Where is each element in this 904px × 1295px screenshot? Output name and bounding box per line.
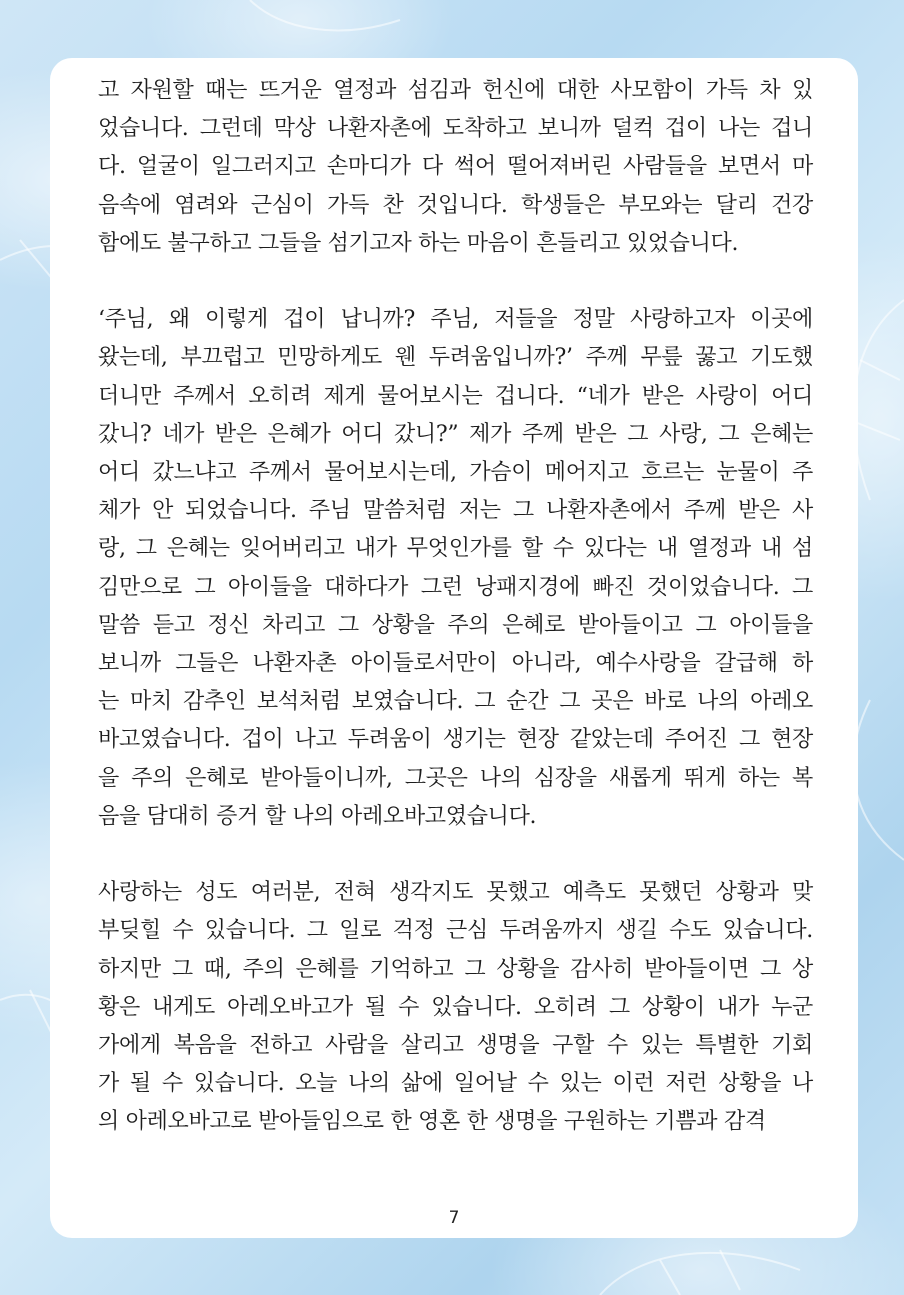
- text-line: 는 마치 감추인 보석처럼 보였습니다. 그 순간 그 곳은 바로 나의 아레오: [98, 689, 813, 715]
- text-line: 김만으로 그 아이들을 대하다가 그런 낭패지경에 빠진 것이었습니다. 그: [98, 574, 813, 600]
- text-line: 었습니다. 그런데 막상 나환자촌에 도착하고 보니까 덜컥 겁이 나는 겁니: [98, 116, 813, 142]
- text-line: 부딪힐 수 있습니다. 그 일로 걱정 근심 두려움까지 생길 수도 있습니다.: [98, 918, 813, 944]
- text-line: 함에도 불구하고 그들을 섬기고자 하는 마음이 흔들리고 있었습니다.: [98, 230, 739, 256]
- text-line: 체가 안 되었습니다. 주님 말씀처럼 저는 그 나환자촌에서 주께 받은 사: [98, 498, 813, 524]
- paragraph-gap: [98, 836, 813, 874]
- text-line: 황은 내게도 아레오바고가 될 수 있습니다. 오히려 그 상황이 내가 누군: [98, 994, 813, 1020]
- text-line: 을 주의 은혜로 받아들이니까, 그곳은 나의 심장을 새롭게 뛰게 하는 복: [98, 765, 813, 791]
- text-line: 음속에 염려와 근심이 가득 찬 것입니다. 학생들은 부모와는 달리 건강: [98, 192, 813, 218]
- text-line: 하지만 그 때, 주의 은혜를 기억하고 그 상황을 감사히 받아들이면 그 상: [98, 956, 813, 982]
- text-line: 다. 얼굴이 일그러지고 손마디가 다 썩어 떨어져버린 사람들을 보면서 마: [98, 154, 813, 180]
- text-line: 갔니? 네가 받은 은혜가 어디 갔니?” 제가 주께 받은 그 사랑, 그 은혜는: [98, 421, 813, 447]
- text-line: 더니만 주께서 오히려 제게 물어보시는 겁니다. “네가 받은 사랑이 어디: [98, 383, 813, 409]
- text-line: 의 아레오바고로 받아들임으로 한 영혼 한 생명을 구원하는 기쁨과 감격: [98, 1109, 766, 1135]
- text-line: 랑, 그 은혜는 잊어버리고 내가 무엇인가를 할 수 있다는 내 열정과 내 섬: [98, 536, 813, 562]
- paragraph: [98, 874, 813, 1141]
- page-number: 7: [448, 1208, 460, 1228]
- text-line: 말씀 듣고 정신 차리고 그 상황을 주의 은혜로 받아들이고 그 아이들을: [98, 612, 813, 638]
- paragraph-gap: [98, 263, 813, 301]
- text-line: ‘주님, 왜 이렇게 겁이 납니까? 주님, 저들을 정말 사랑하고자 이곳에: [98, 307, 813, 333]
- text-line: 보니까 그들은 나환자촌 아이들로서만이 아니라, 예수사랑을 갈급해 하: [98, 651, 813, 677]
- body-text: [98, 72, 813, 1142]
- text-line: 음을 담대히 증거 할 나의 아레오바고였습니다.: [98, 803, 537, 829]
- paragraph: [98, 301, 813, 836]
- text-line: 고 자원할 때는 뜨거운 열정과 섬김과 헌신에 대한 사모함이 가득 차 있: [98, 78, 813, 103]
- text-line: 가 될 수 있습니다. 오늘 나의 삶에 일어날 수 있는 이런 저런 상황을 나: [98, 1071, 813, 1097]
- text-line: 바고였습니다. 겁이 나고 두려움이 생기는 현장 같았는데 주어진 그 현장: [98, 727, 813, 753]
- text-line: 어디 갔느냐고 주께서 물어보시는데, 가슴이 메어지고 흐르는 눈물이 주: [98, 460, 813, 486]
- text-line: 왔는데, 부끄럽고 민망하게도 웬 두려움입니까?’ 주께 무릎 꿇고 기도했: [98, 345, 813, 371]
- paragraph: [98, 72, 813, 263]
- page-card: [50, 58, 858, 1238]
- text-line: 사랑하는 성도 여러분, 전혀 생각지도 못했고 예측도 못했던 상황과 맞: [98, 880, 813, 906]
- text-line: 가에게 복음을 전하고 사람을 살리고 생명을 구할 수 있는 특별한 기회: [98, 1033, 813, 1059]
